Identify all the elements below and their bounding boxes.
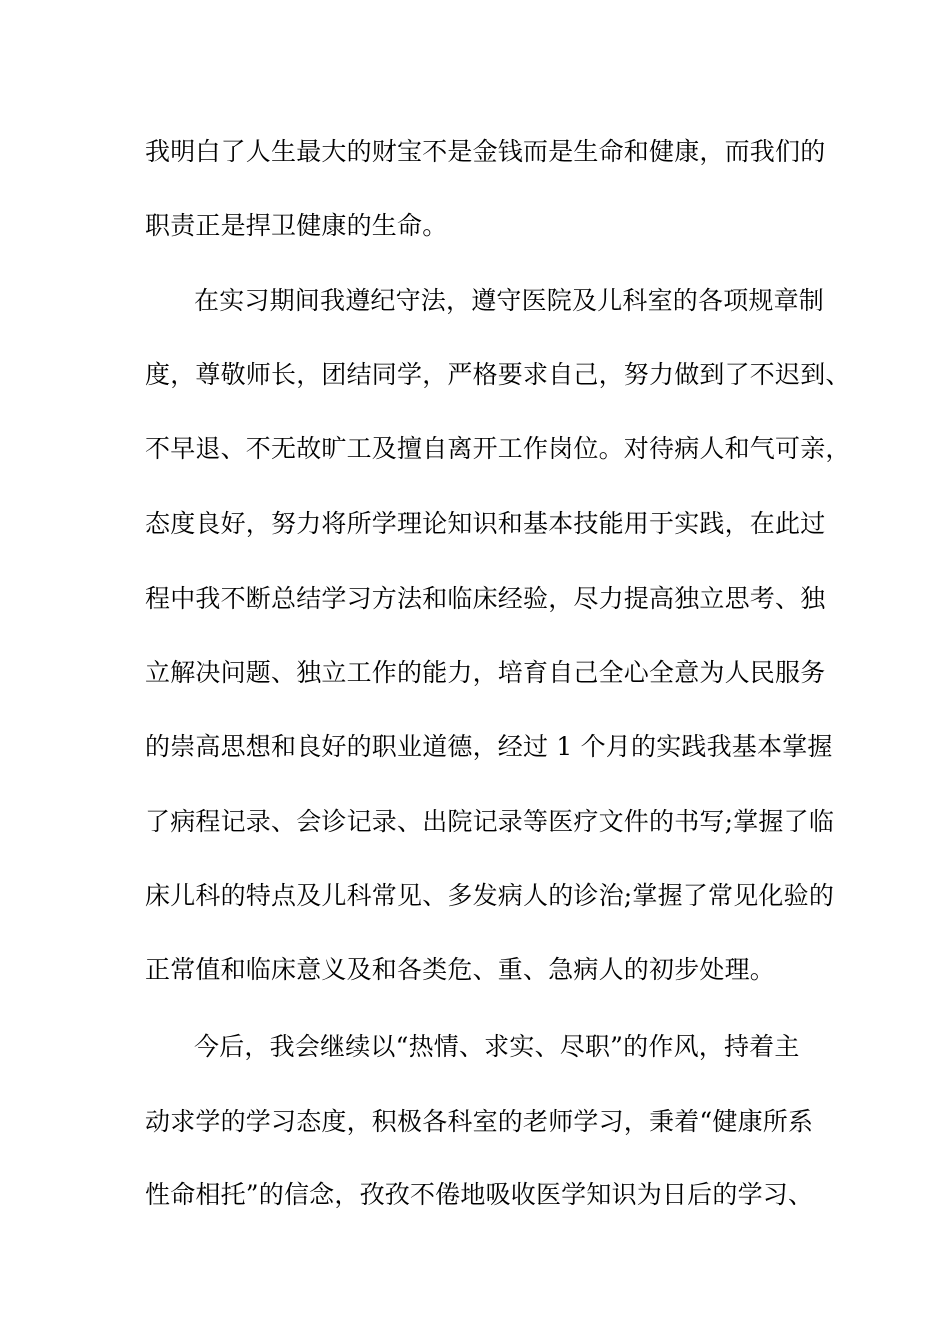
text-line-5: 不早退、不无故旷工及擅自离开工作岗位。对待病人和气可亲，: [145, 434, 851, 463]
text-line-8: 立解决问题、独立工作的能力，培育自己全心全意为人民服务: [145, 658, 826, 687]
text-line-15: 性命相托”的信念，孜孜不倦地吸收医学知识为日后的学习、: [145, 1180, 814, 1209]
text-line-13: 今后，我会继续以“热情、求实、尽职”的作风，持着主: [194, 1032, 800, 1061]
text-line-10: 了病程记录、会诊记录、出院记录等医疗文件的书写;掌握了临: [145, 807, 835, 836]
text-line-14: 动求学的学习态度，积极各科室的老师学习，秉着“健康所系: [145, 1107, 814, 1136]
text-line-9: 的崇高思想和良好的职业道德，经过 1 个月的实践我基本掌握: [145, 732, 833, 761]
text-line-3: 在实习期间我遵纪守法，遵守医院及儿科室的各项规章制: [194, 286, 825, 315]
text-line-7: 程中我不断总结学习方法和临床经验，尽力提高独立思考、独: [145, 584, 826, 613]
text-line-12: 正常值和临床意义及和各类危、重、急病人的初步处理。: [145, 955, 776, 984]
text-line-4: 度，尊敬师长，团结同学，严格要求自己，努力做到了不迟到、: [145, 360, 851, 389]
text-line-1: 我明白了人生最大的财宝不是金钱而是生命和健康，而我们的: [145, 137, 826, 166]
text-line-2: 职责正是捍卫健康的生命。: [145, 211, 448, 240]
text-line-6: 态度良好，努力将所学理论知识和基本技能用于实践，在此过: [145, 509, 826, 538]
text-line-11: 床儿科的特点及儿科常见、多发病人的诊治;掌握了常见化验的: [145, 881, 835, 910]
